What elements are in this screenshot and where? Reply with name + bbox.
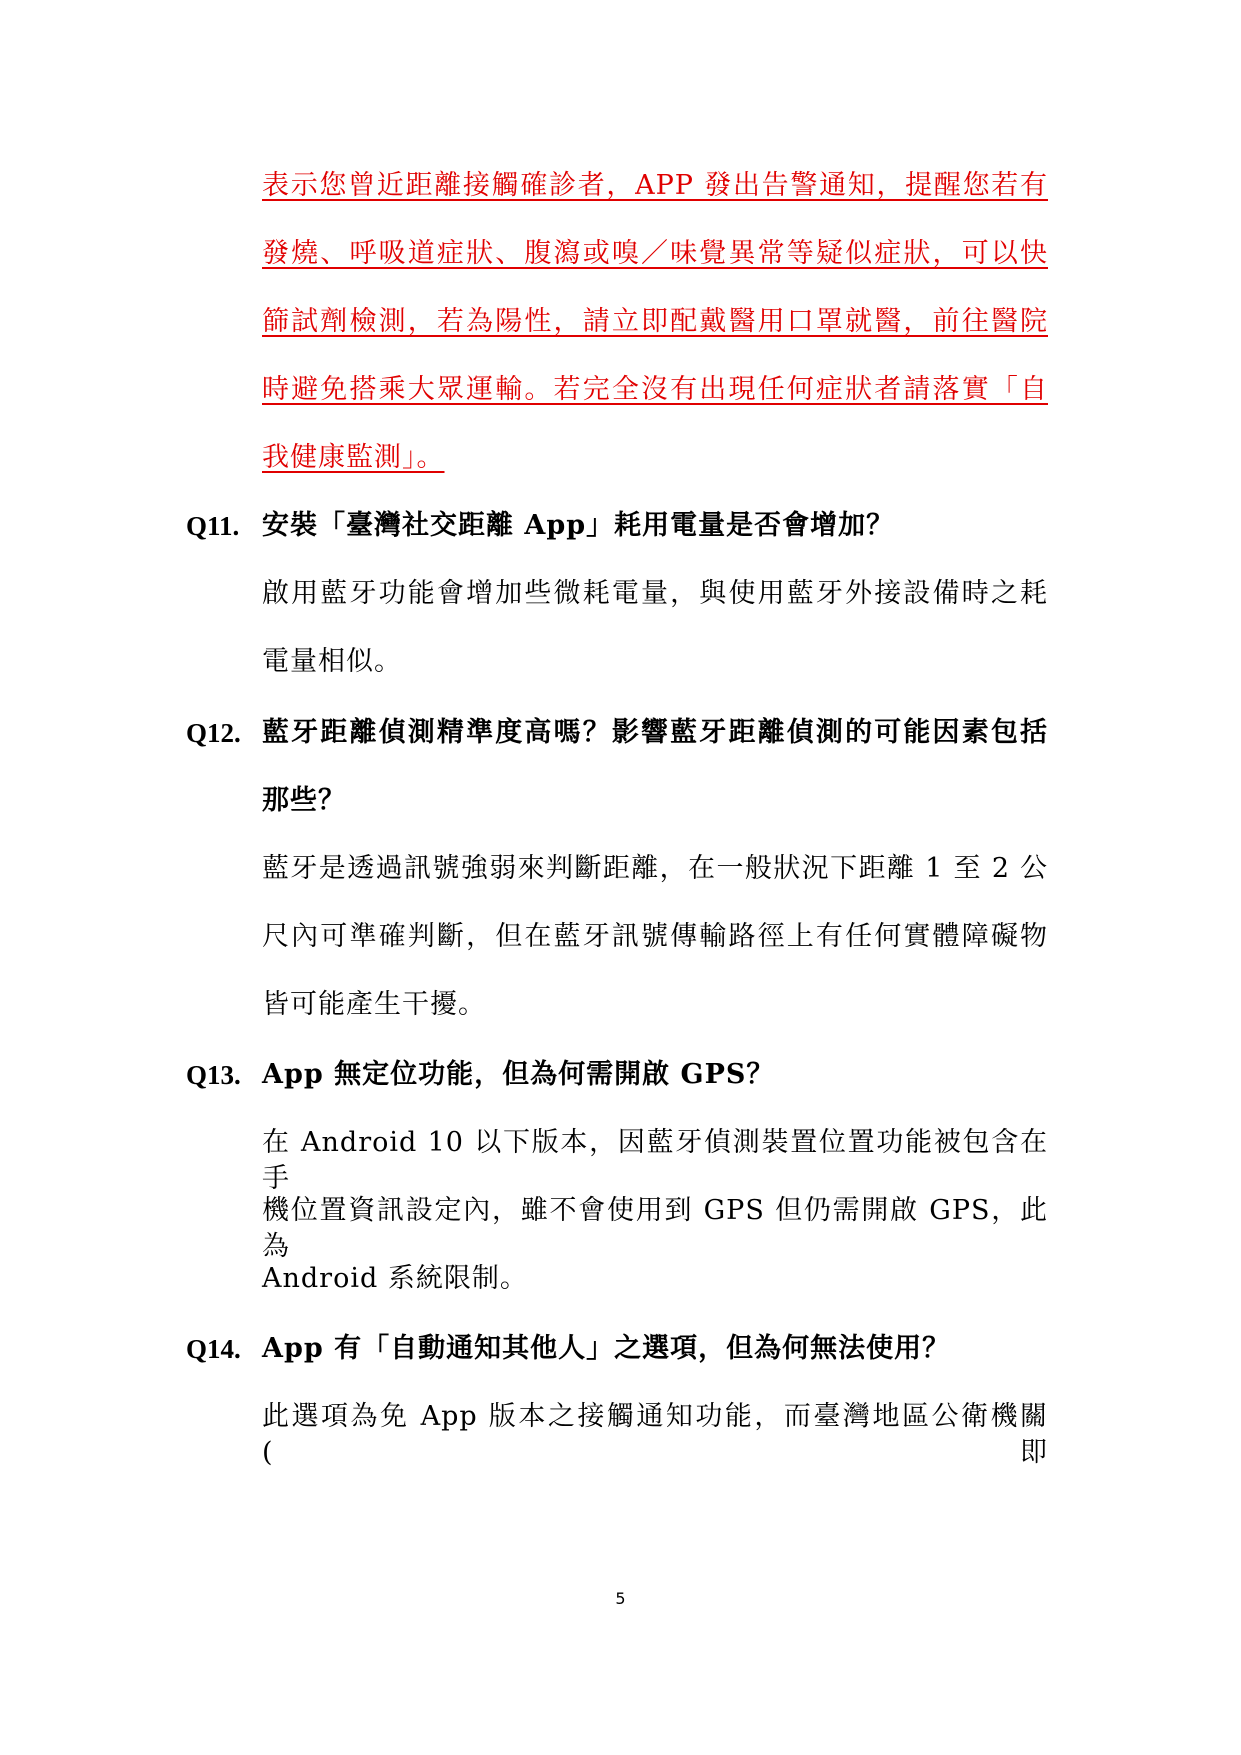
answer-line: 尺內可準確判斷，但在藍牙訊號傳輸路徑上有任何實體障礙物 — [262, 921, 1048, 952]
answer-line: 藍牙是透過訊號強弱來判斷距離，在一般狀況下距離 1 至 2 公 — [262, 853, 1048, 884]
alert-line: 發燒、呼吸道症狀、腹瀉或嗅／味覺異常等疑似症狀，可以快 — [262, 238, 1048, 269]
answer-line: 電量相似。 — [262, 646, 402, 677]
question-number: Q14. — [186, 1334, 241, 1364]
question-text: App 無定位功能，但為何需開啟 GPS？ — [262, 1059, 775, 1090]
alert-line: 表示您曾近距離接觸確診者，APP 發出告警通知，提醒您若有 — [262, 170, 1048, 201]
question-text: App 有「自動通知其他人」之選項，但為何無法使用？ — [262, 1333, 951, 1364]
alert-line: 我健康監測」。 — [262, 442, 445, 473]
alert-line: 時避免搭乘大眾運輸。若完全沒有出現任何症狀者請落實「自 — [262, 374, 1048, 405]
page-number: 5 — [615, 1589, 626, 1608]
answer-line: 皆可能產生干擾。 — [262, 989, 486, 1020]
alert-line: 篩試劑檢測，若為陽性，請立即配戴醫用口罩就醫，前往醫院 — [262, 306, 1048, 337]
answer-line: 啟用藍牙功能會增加些微耗電量，與使用藍牙外接設備時之耗 — [262, 578, 1048, 609]
answer-line: 機位置資訊設定內，雖不會使用到 GPS 但仍需開啟 GPS，此為 — [262, 1195, 1048, 1262]
answer-line: 在 Android 10 以下版本，因藍牙偵測裝置位置功能被包含在手 — [262, 1127, 1048, 1194]
question-text: 那些？ — [262, 785, 346, 816]
answer-line: 此選項為免 App 版本之接觸通知功能，而臺灣地區公衛機關(即 — [262, 1401, 1048, 1468]
question-number: Q13. — [186, 1060, 241, 1090]
question-number: Q11. — [186, 511, 240, 541]
answer-line: Android 系統限制。 — [262, 1263, 528, 1294]
question-text: 藍牙距離偵測精準度高嗎？影響藍牙距離偵測的可能因素包括 — [262, 717, 1048, 748]
question-text: 安裝「臺灣社交距離 App」耗用電量是否會增加？ — [262, 510, 895, 541]
question-number: Q12. — [186, 718, 241, 748]
